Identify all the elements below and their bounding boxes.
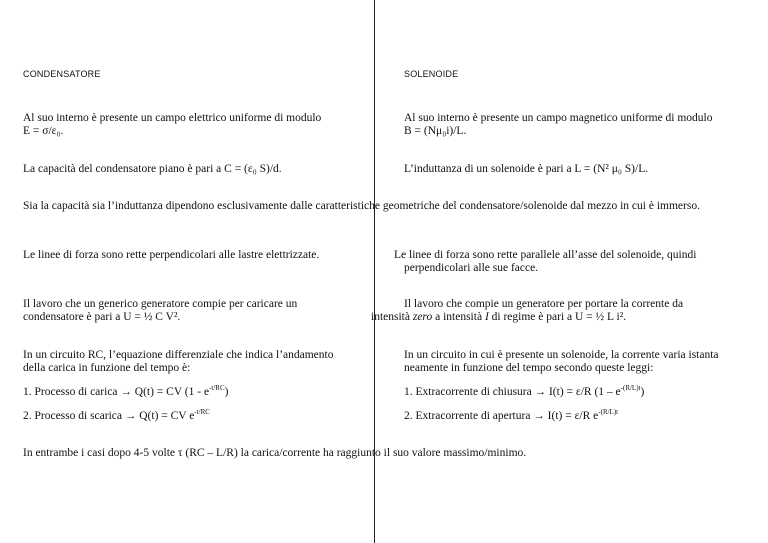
extra-closing-end: )	[640, 386, 645, 398]
right-circuit-line2: neamente in funzione del tempo secondo queste leggi:	[404, 362, 654, 374]
left-capacity: La capacità del condensatore piano è pari a C = (ε₀ S)/d.	[23, 163, 282, 175]
extra-opening-text: 2. Extracorrente di apertura → I(t) = ε/R e	[404, 410, 599, 422]
right-work-part-a: intensità	[371, 311, 413, 323]
left-work-line2: condensatore è pari a U = ½ C V².	[23, 311, 181, 323]
left-rc-line2: della carica in funzione del tempo è:	[23, 362, 191, 374]
right-work-line1: Il lavoro che compie un generatore per portare la corrente da	[404, 298, 684, 310]
process-discharge-text: 2. Processo di scarica → Q(t) = CV e	[23, 410, 195, 422]
extra-closing-exponent: -(R/L)t	[620, 384, 641, 392]
left-process-charge	[23, 386, 228, 399]
right-field-line1: Al suo interno è presente un campo magnetico uniforme di modulo	[404, 112, 713, 124]
process-charge-end: )	[224, 386, 229, 398]
left-process-discharge	[23, 410, 210, 423]
right-lines-of-force-line1: Le linee di forza sono rette parallele all’asse del solenoide, quindi	[394, 249, 697, 261]
left-lines-of-force: Le linee di forza sono rette perpendicolari alle lastre elettrizzate.	[23, 249, 320, 261]
right-extra-opening	[404, 410, 618, 423]
left-header: CONDENSATORE	[23, 69, 101, 79]
left-rc-line1: In un circuito RC, l’equazione differenziale che indica l’andamento	[23, 349, 334, 361]
right-lines-of-force-line2: perpendicolari alle sue facce.	[404, 262, 539, 274]
left-field-line1: Al suo interno è presente un campo elettrico uniforme di modulo	[23, 112, 322, 124]
right-work-zero: zero	[412, 311, 433, 323]
process-charge-text: 1. Processo di carica → Q(t) = CV (1 - e	[23, 386, 210, 398]
right-circuit-line1: In un circuito in cui è presente un solenoide, la corrente varia istanta	[404, 349, 719, 361]
right-inductance: L’induttanza di un solenoide è pari a L = (N² μ₀ S)/L.	[404, 163, 649, 175]
process-discharge-exponent: -t/RC	[194, 408, 210, 416]
column-divider	[374, 0, 375, 543]
shared-dependence: Sia la capacità sia l’induttanza dipendono esclusivamente dalle caratteristiche geometriche del condensatore/solenoide dal mezzo in cui è immerso.	[23, 200, 700, 212]
right-work-line2	[371, 311, 626, 324]
left-field-line2: E = σ/ε₀.	[23, 125, 64, 137]
process-charge-exponent: -t/RC	[209, 384, 225, 392]
right-work-I: I	[484, 311, 489, 323]
extra-opening-exponent: -(R/L)t	[598, 408, 619, 416]
right-work-part-c: di regime è pari a U = ½ L i².	[488, 311, 627, 323]
shared-conclusion: In entrambe i casi dopo 4-5 volte τ (RC – L/R) la carica/corrente ha raggiunto il suo valore massimo/minimo.	[23, 447, 527, 459]
right-field-line2: B = (Nμ₀i)/L.	[404, 125, 467, 137]
right-header: SOLENOIDE	[404, 69, 459, 79]
extra-closing-text: 1. Extracorrente di chiusura → I(t) = ε/R (1 – e	[404, 386, 621, 398]
left-work-line1: Il lavoro che un generico generatore compie per caricare un	[23, 298, 298, 310]
right-work-part-b: a intensità	[432, 311, 485, 323]
right-extra-closing	[404, 386, 644, 399]
